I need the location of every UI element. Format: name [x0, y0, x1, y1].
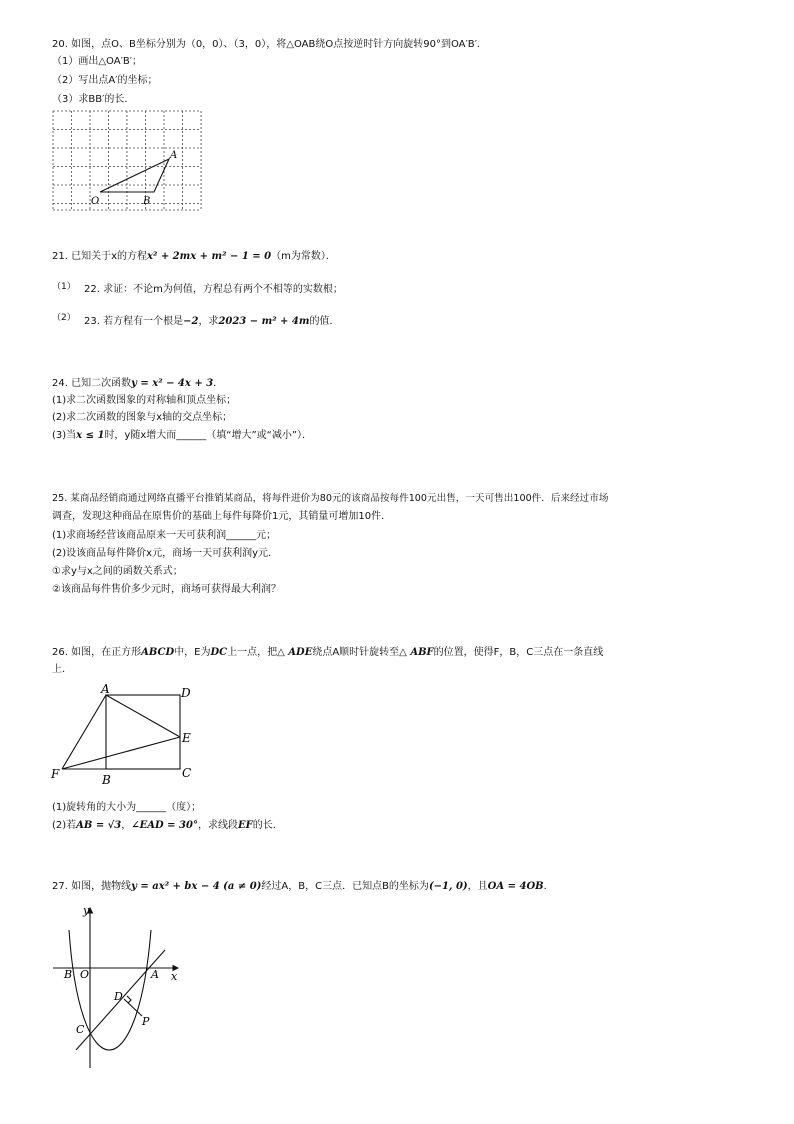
label-b: B — [64, 968, 73, 981]
q26-part1: (1)旋转角的大小为______（度）； — [52, 802, 202, 813]
q24-part3: (3)当x ≤ 1时，y随x增大而______（填“增大”或“减小”）． — [52, 430, 312, 441]
q26-stem: 26. 如图，在正方形ABCD中，E为DC上一点，把△ ADE绕点A顺时针旋转至△ ABF的位置，使得F，B，C三点在一条直线 — [52, 647, 604, 658]
q24-part1: (1)求二次函数图象的对称轴和顶点坐标； — [52, 395, 237, 406]
q25-line1: 25. 某商品经销商通过网络直播平台推销某商品，将每件进价为80元的该商品按每件100元出售，一天可售出100件．后来经过市场 — [52, 493, 609, 504]
q20-stem: 20. 如图，点O、B坐标分别为（0，0）、（3，0），将△OAB绕O点按逆时针方向旋转90°到OA′B′． — [52, 39, 487, 50]
q26-part2: (2)若AB = √3，∠EAD = 30°，求线段EF的长． — [52, 820, 283, 831]
q24-stem: 24. 已知二次函数y = x² − 4x + 3． — [52, 378, 224, 389]
label-x: x — [171, 970, 178, 983]
q27-parabola-figure — [50, 900, 190, 1072]
q21-part2: 23. 若方程有一个根是−2，求2023 − m² + 4m的值． — [84, 316, 340, 327]
label-y: y — [83, 904, 90, 917]
q25-part1: (1)求商场经营该商品原来一天可获利润______元； — [52, 530, 277, 541]
label-a: A — [170, 150, 178, 161]
q24-part2: (2)求二次函数的图象与x轴的交点坐标； — [52, 412, 233, 423]
triangle-oab — [100, 159, 169, 192]
q21-part2-num: （2） — [52, 313, 76, 323]
label-p: P — [142, 1015, 150, 1028]
q20-part2: （2）写出点A′的坐标； — [52, 75, 158, 86]
q25-part4: ②该商品每件售价多少元时，商场可获得最大利润？ — [52, 584, 281, 595]
label-c: C — [76, 1023, 85, 1036]
label-e: E — [182, 731, 191, 745]
label-o: O — [80, 968, 90, 981]
label-o: O — [91, 196, 100, 207]
label-a: A — [101, 682, 110, 696]
q20-part1: （1）画出△OA′B′； — [52, 56, 142, 67]
q20-grid-figure — [50, 108, 205, 214]
q20-part3: （3）求BB′的长． — [52, 94, 135, 105]
q21-part1: 22. 求证：不论m为何值，方程总有两个不相等的实数根； — [84, 284, 343, 295]
label-c: C — [182, 766, 192, 780]
q27-stem: 27. 如图，抛物线y = ax² + bx − 4 (a ≠ 0)经过A，B，C三点．已知点B的坐标为(−1, 0)，且OA = 4OB． — [52, 881, 554, 892]
label-d: D — [181, 686, 191, 700]
q26-stem-cont: 上． — [52, 664, 72, 675]
q25-part2: (2)设该商品每件降价x元，商场一天可获利润y元． — [52, 548, 279, 559]
label-f: F — [51, 767, 60, 781]
label-b: B — [143, 196, 151, 207]
q25-part3: ①求y与x之间的函数关系式； — [52, 566, 183, 577]
label-b: B — [102, 773, 111, 787]
label-a: A — [151, 968, 159, 981]
label-d: D — [114, 990, 123, 1003]
q25-line2: 调查，发现这种商品在原售价的基础上每件每降价1元，其销量可增加10件． — [52, 511, 392, 522]
q21-part1-num: （1） — [52, 282, 76, 292]
q21-stem: 21. 已知关于x的方程x² + 2mx + m² − 1 = 0（m为常数）． — [52, 251, 336, 262]
line-dp — [124, 999, 142, 1016]
q26-square-figure — [48, 682, 198, 790]
